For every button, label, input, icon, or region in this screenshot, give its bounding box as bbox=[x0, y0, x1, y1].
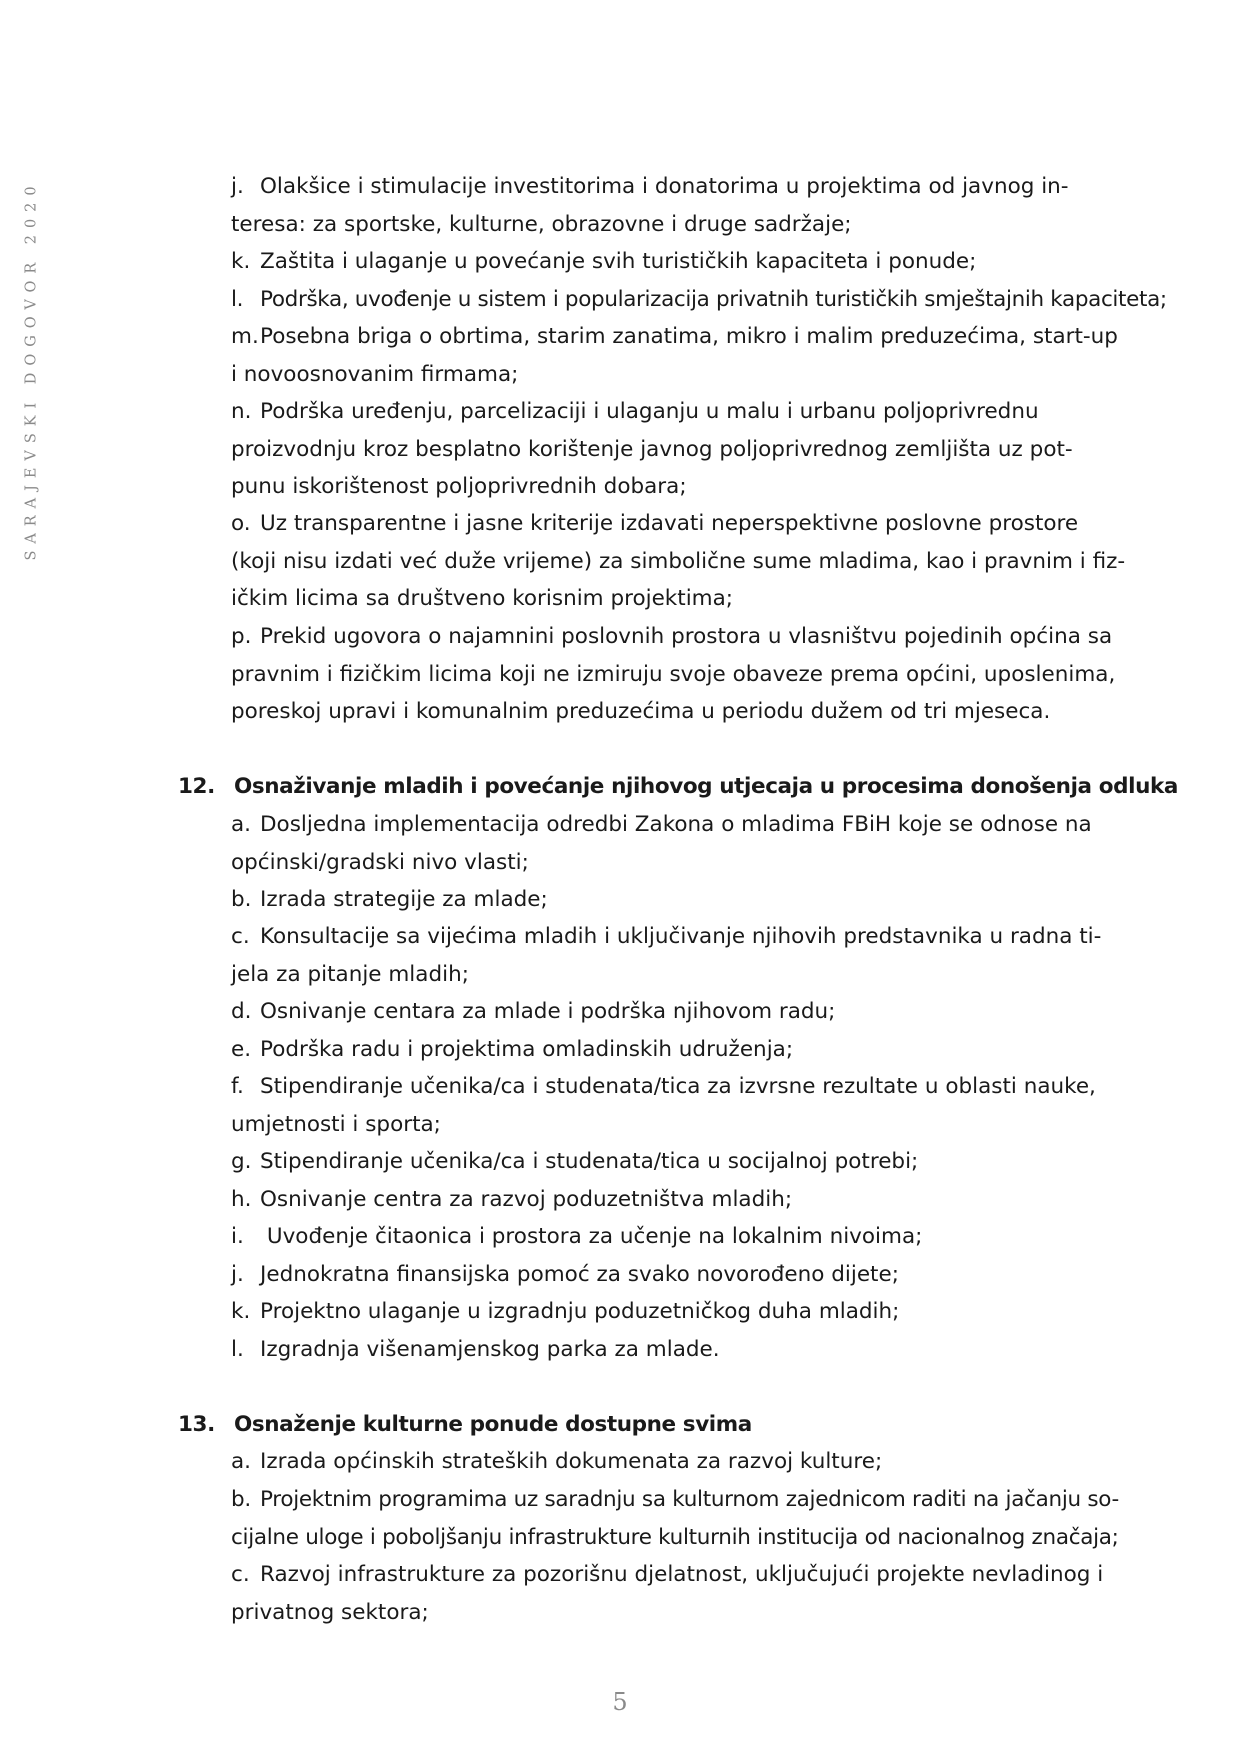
list-item-text: Izrada općinskih strateških dokumenata za razvoj kulture; bbox=[260, 1449, 883, 1474]
list-item-text: poreskoj upravi i komunalnim preduzećima u periodu dužem od tri mjeseca. bbox=[231, 699, 1051, 724]
list-item bbox=[231, 1256, 1061, 1294]
list-item-letter: c. bbox=[231, 924, 250, 949]
list-item bbox=[231, 243, 1061, 281]
section-13-heading bbox=[178, 1406, 1078, 1444]
list-item bbox=[231, 806, 1092, 881]
section-number: 12. bbox=[178, 774, 215, 799]
side-running-title bbox=[14, 175, 50, 565]
list-item-text: Uvođenje čitaonica i prostora za učenje na lokalnim nivoima; bbox=[260, 1224, 923, 1249]
section-title: Osnaženje kulturne ponude dostupne svima bbox=[234, 1412, 752, 1437]
list-item-text: umjetnosti i sporta; bbox=[231, 1111, 441, 1137]
list-item-text: proizvodnju kroz besplatno korištenje javnog poljoprivrednog zemljišta uz pot- bbox=[231, 436, 1073, 462]
list-item bbox=[231, 1068, 1096, 1143]
list-item-letter: f. bbox=[231, 1074, 244, 1099]
list-item-text: Podrška uređenju, parcelizaciji i ulaganju u malu i urbanu poljoprivrednu bbox=[260, 399, 1039, 424]
list-item-text: punu iskorištenost poljoprivrednih dobara; bbox=[231, 474, 687, 499]
list-item bbox=[231, 881, 1061, 919]
list-item bbox=[231, 1143, 1061, 1181]
list-item-text: Posebna briga o obrtima, starim zanatima, mikro i malim preduzećima, start-up bbox=[260, 324, 1118, 349]
section-title: Osnaživanje mladih i povećanje njihovog utjecaja u procesima donošenja odluka bbox=[234, 774, 1178, 799]
list-item-text: cijalne uloge i poboljšanju infrastrukture kulturnih institucija od nacionalnog značaja; bbox=[231, 1524, 1119, 1550]
list-item-text: Projektnim programima uz saradnju sa kulturnom zajednicom raditi na jačanju so- bbox=[260, 1487, 1119, 1512]
list-item-text: Razvoj infrastrukture za pozorišnu djelatnost, uključujući projekte nevladinog i bbox=[260, 1562, 1104, 1587]
list-item-text: Podrška, uvođenje u sistem i popularizacija privatnih turističkih smještajnih kapaciteta; bbox=[260, 287, 1167, 312]
list-item-letter: p. bbox=[231, 624, 252, 649]
list-item-text: jela za pitanje mladih; bbox=[231, 961, 469, 987]
list-item-text: Stipendiranje učenika/ca i studenata/tica u socijalnoj potrebi; bbox=[260, 1149, 919, 1174]
list-item-letter: c. bbox=[231, 1562, 250, 1587]
side-running-title-text: SARAJEVSKI DOGOVOR 2020 bbox=[24, 179, 41, 561]
list-item-letter: l. bbox=[231, 1337, 244, 1362]
list-item-letter: b. bbox=[231, 887, 252, 912]
list-item-text: Zaštita i ulaganje u povećanje svih turističkih kapaciteta i ponude; bbox=[260, 249, 977, 274]
list-item bbox=[231, 1556, 1104, 1631]
list-item-text: Izrada strategije za mlade; bbox=[260, 887, 548, 912]
list-item-letter: j. bbox=[231, 1262, 244, 1287]
list-item-text: Projektno ulaganje u izgradnju poduzetničkog duha mladih; bbox=[260, 1299, 900, 1324]
list-item bbox=[231, 1481, 1119, 1556]
list-item-text: Dosljedna implementacija odredbi Zakona o mladima FBiH koje se odnose na bbox=[260, 812, 1092, 837]
list-item bbox=[231, 318, 1118, 393]
list-item-text: Jednokratna finansijska pomoć za svako novorođeno dijete; bbox=[260, 1262, 899, 1287]
list-item bbox=[231, 1181, 1061, 1219]
list-item-text: (koji nisu izdati već duže vrijeme) za simbolične sume mladima, kao i pravnim i fiz- bbox=[231, 548, 1126, 574]
list-item bbox=[231, 1218, 1061, 1256]
list-item-text: Osnivanje centra za razvoj poduzetništva mladih; bbox=[260, 1187, 793, 1212]
list-item-text: Prekid ugovora o najamnini poslovnih prostora u vlasništvu pojedinih općina sa bbox=[260, 624, 1113, 649]
list-item bbox=[231, 993, 1061, 1031]
list-item-text: teresa: za sportske, kulturne, obrazovne i druge sadržaje; bbox=[231, 211, 852, 237]
list-item-letter: j. bbox=[231, 174, 244, 199]
list-item bbox=[231, 1331, 1061, 1369]
section-12-heading bbox=[178, 768, 1178, 806]
list-item bbox=[231, 618, 1116, 731]
list-item bbox=[231, 1443, 1061, 1481]
list-item-letter: e. bbox=[231, 1037, 252, 1062]
list-item-letter: k. bbox=[231, 1299, 251, 1324]
list-item-text: privatnog sektora; bbox=[231, 1599, 429, 1625]
section-number: 13. bbox=[178, 1412, 215, 1437]
list-item-text: Izgradnja višenamjenskog parka za mlade. bbox=[260, 1337, 720, 1362]
list-item bbox=[231, 505, 1126, 618]
list-item-text: i novoosnovanim firmama; bbox=[231, 361, 519, 387]
list-item-text: Konsultacije sa vijećima mladih i uključivanje njihovih predstavnika u radna ti- bbox=[260, 924, 1102, 949]
list-item-letter: g. bbox=[231, 1149, 252, 1174]
list-item-letter: l. bbox=[231, 287, 244, 312]
list-item bbox=[231, 1031, 1061, 1069]
list-item-letter: o. bbox=[231, 511, 251, 536]
list-item-letter: n. bbox=[231, 399, 252, 424]
list-item-text: ičkim licima sa društveno korisnim projektima; bbox=[231, 586, 734, 611]
list-item-text: pravnim i fizičkim licima koji ne izmiruju svoje obaveze prema općini, uposlenima, bbox=[231, 661, 1116, 687]
list-item bbox=[231, 168, 1069, 243]
list-item-letter: m. bbox=[231, 324, 259, 349]
list-item-letter: d. bbox=[231, 999, 252, 1024]
list-item-text: Uz transparentne i jasne kriterije izdavati neperspektivne poslovne prostore bbox=[260, 511, 1079, 536]
list-item-text: općinski/gradski nivo vlasti; bbox=[231, 849, 529, 875]
list-item-text: Podrška radu i projektima omladinskih udruženja; bbox=[260, 1037, 794, 1062]
page-number: 5 bbox=[612, 1688, 628, 1716]
list-item bbox=[231, 918, 1102, 993]
list-item-letter: a. bbox=[231, 812, 252, 837]
list-item-letter: a. bbox=[231, 1449, 252, 1474]
list-item-text: Stipendiranje učenika/ca i studenata/tica za izvrsne rezultate u oblasti nauke, bbox=[260, 1074, 1096, 1099]
list-item bbox=[231, 1293, 1061, 1331]
list-item-letter: h. bbox=[231, 1187, 252, 1212]
list-item-text: Osnivanje centara za mlade i podrška njihovom radu; bbox=[260, 999, 836, 1024]
list-item-letter: k. bbox=[231, 249, 251, 274]
list-item bbox=[231, 393, 1073, 506]
list-item bbox=[231, 281, 1167, 319]
list-item-letter: i. bbox=[231, 1224, 244, 1249]
list-item-text: Olakšice i stimulacije investitorima i donatorima u projektima od javnog in- bbox=[260, 174, 1069, 199]
list-item-letter: b. bbox=[231, 1487, 251, 1512]
